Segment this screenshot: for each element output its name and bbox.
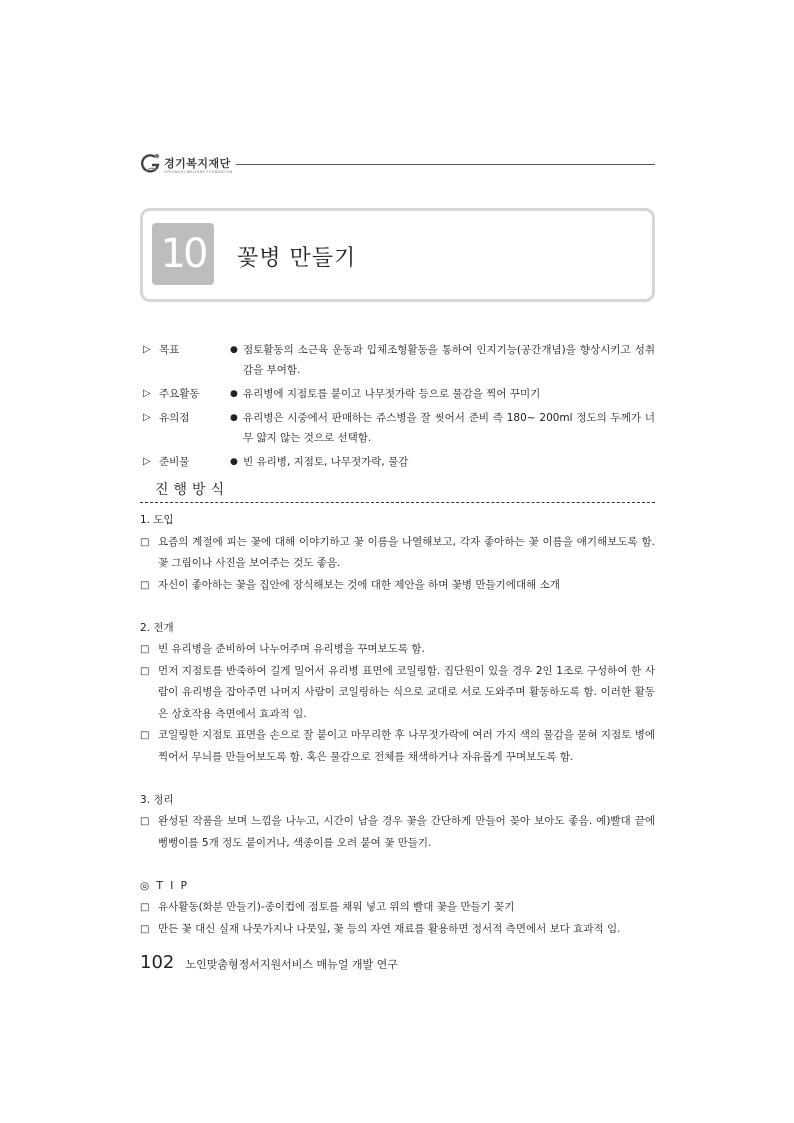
- info-text: 점토활동의 소근육 운동과 입체조형활동을 통하여 인지기능(공간개념)을 향상시키고 성취감을 부여함.: [243, 344, 655, 376]
- triangle-right-icon: ▷: [143, 344, 151, 355]
- bullet-icon: ●: [230, 457, 238, 467]
- list-item-text: 먼저 지점토를 반죽하여 길게 밀어서 유리병 표면에 코일링함. 집단원이 있을 경우 2인 1조로 구성하여 한 사람이 유리병을 잡아주면 나머지 사람이 코일링하는 식으로 교대로 서로 도와주며 활동하도록 함. 이러한 활동은 상호작용 측면에서 효과적 임.: [158, 664, 655, 720]
- step-heading: 3. 정리: [140, 793, 174, 806]
- info-label: 주요활동: [159, 388, 200, 400]
- checkbox-square-icon: □: [140, 902, 150, 913]
- foundation-logo-icon: [140, 152, 162, 178]
- triangle-right-icon: ▷: [143, 456, 151, 467]
- info-text: 유리병은 시중에서 판매하는 쥬스병을 잘 씻어서 준비 즉 180~ 200ml 정도의 두께가 너무 얇지 않는 것으로 선택함.: [243, 412, 655, 444]
- checkbox-square-icon: □: [140, 816, 150, 827]
- info-text: 유리병에 지점토를 붙이고 나무젓가락 등으로 물감을 찍어 꾸미기: [243, 388, 541, 400]
- chapter-number: 10: [152, 223, 214, 285]
- list-item-text: 요즘의 계절에 피는 꽃에 대해 이야기하고 꽃 이름을 나열해보고, 각자 좋아하는 꽃 이름을 얘기해보도록 함. 꽃 그림이나 사진을 보여주는 것도 좋음.: [158, 535, 655, 569]
- checkbox-square-icon: □: [140, 536, 150, 548]
- list-item: [140, 919, 655, 941]
- list-item: [140, 725, 655, 768]
- step-heading: 2. 전개: [140, 621, 174, 634]
- list-item: [140, 639, 655, 661]
- list-item-text: 빈 유리병을 준비하여 나누어주며 유리병을 꾸며보도록 함.: [158, 643, 425, 655]
- header-rule: [236, 164, 655, 165]
- info-label: 목표: [159, 344, 180, 356]
- org-subtitle: GYEONGGI WELFARE FOUNDATION: [164, 170, 233, 174]
- checkbox-square-icon: □: [140, 730, 150, 741]
- triangle-right-icon: ▷: [143, 388, 151, 399]
- info-label: 유의점: [159, 412, 190, 424]
- list-item: [140, 661, 655, 726]
- section-title: 진행방식: [155, 482, 230, 498]
- bullet-icon: ●: [230, 413, 238, 423]
- list-item-text: 유사활동(화분 만들기)-종이컵에 점토를 채워 넣고 위의 빨대 꽃을 만들기 꽂기: [158, 901, 515, 913]
- triangle-right-icon: ▷: [143, 412, 151, 423]
- list-item: [140, 897, 655, 919]
- section-divider: [140, 502, 655, 503]
- page-footer: [140, 952, 398, 973]
- chapter-title: 꽃병 만들기: [237, 246, 357, 271]
- info-row-goal: [143, 340, 655, 380]
- info-label: 준비물: [159, 456, 190, 468]
- bullet-icon: ●: [230, 389, 238, 399]
- list-item: [140, 811, 655, 854]
- list-item-text: 완성된 작품을 보며 느낌을 나누고, 시간이 남을 경우 꽃을 간단하게 만들어 꽂아 보아도 좋음. 예)빨대 끝에 뻥뻥이를 5개 정도 붙이거나, 색종이를 오려 붙여 꽃 만들기.: [158, 815, 655, 849]
- checkbox-square-icon: □: [140, 644, 150, 655]
- page-number: 102: [140, 952, 175, 973]
- list-item-text: 만든 꽃 대신 실재 나뭇가지나 나뭇잎, 꽃 등의 자연 재료를 활용하면 정서적 측면에서 보다 효과적 임.: [158, 922, 621, 935]
- bullet-icon: ●: [230, 345, 238, 355]
- list-item-text: 코일링한 지점토 표면을 손으로 잘 붙이고 마무리한 후 나무젓가락에 여러 가지 색의 물감을 묻혀 지점토 병에 찍어서 무늬를 만들어보도록 함. 혹은 물감으로 전체를 채색하거나 자유롭게 꾸며보도록 함.: [158, 729, 655, 763]
- step-heading: 1. 도입: [140, 514, 174, 526]
- list-item: [140, 532, 655, 575]
- info-row-notes: [143, 408, 655, 448]
- list-item: [140, 575, 655, 597]
- page-header: [140, 150, 655, 180]
- info-text: 빈 유리병, 지점토, 나무젓가락, 물감: [243, 456, 409, 468]
- footer-title: 노인맞춤형정서지원서비스 매뉴얼 개발 연구: [185, 958, 398, 971]
- checkbox-square-icon: □: [140, 665, 150, 677]
- checkbox-square-icon: □: [140, 923, 150, 935]
- activity-info: [143, 340, 655, 476]
- org-name: 경기복지재단: [164, 157, 231, 170]
- list-item-text: 자신이 좋아하는 꽃을 집안에 장식해보는 것에 대한 제안을 하며 꽃병 만들기에대해 소개: [158, 578, 560, 591]
- chapter-title-box: [140, 208, 655, 302]
- info-row-materials: [143, 452, 655, 472]
- info-row-main-activity: [143, 384, 655, 404]
- checkbox-square-icon: □: [140, 579, 150, 591]
- tip-heading: ◎ T I P: [140, 879, 190, 892]
- procedure: [140, 510, 655, 940]
